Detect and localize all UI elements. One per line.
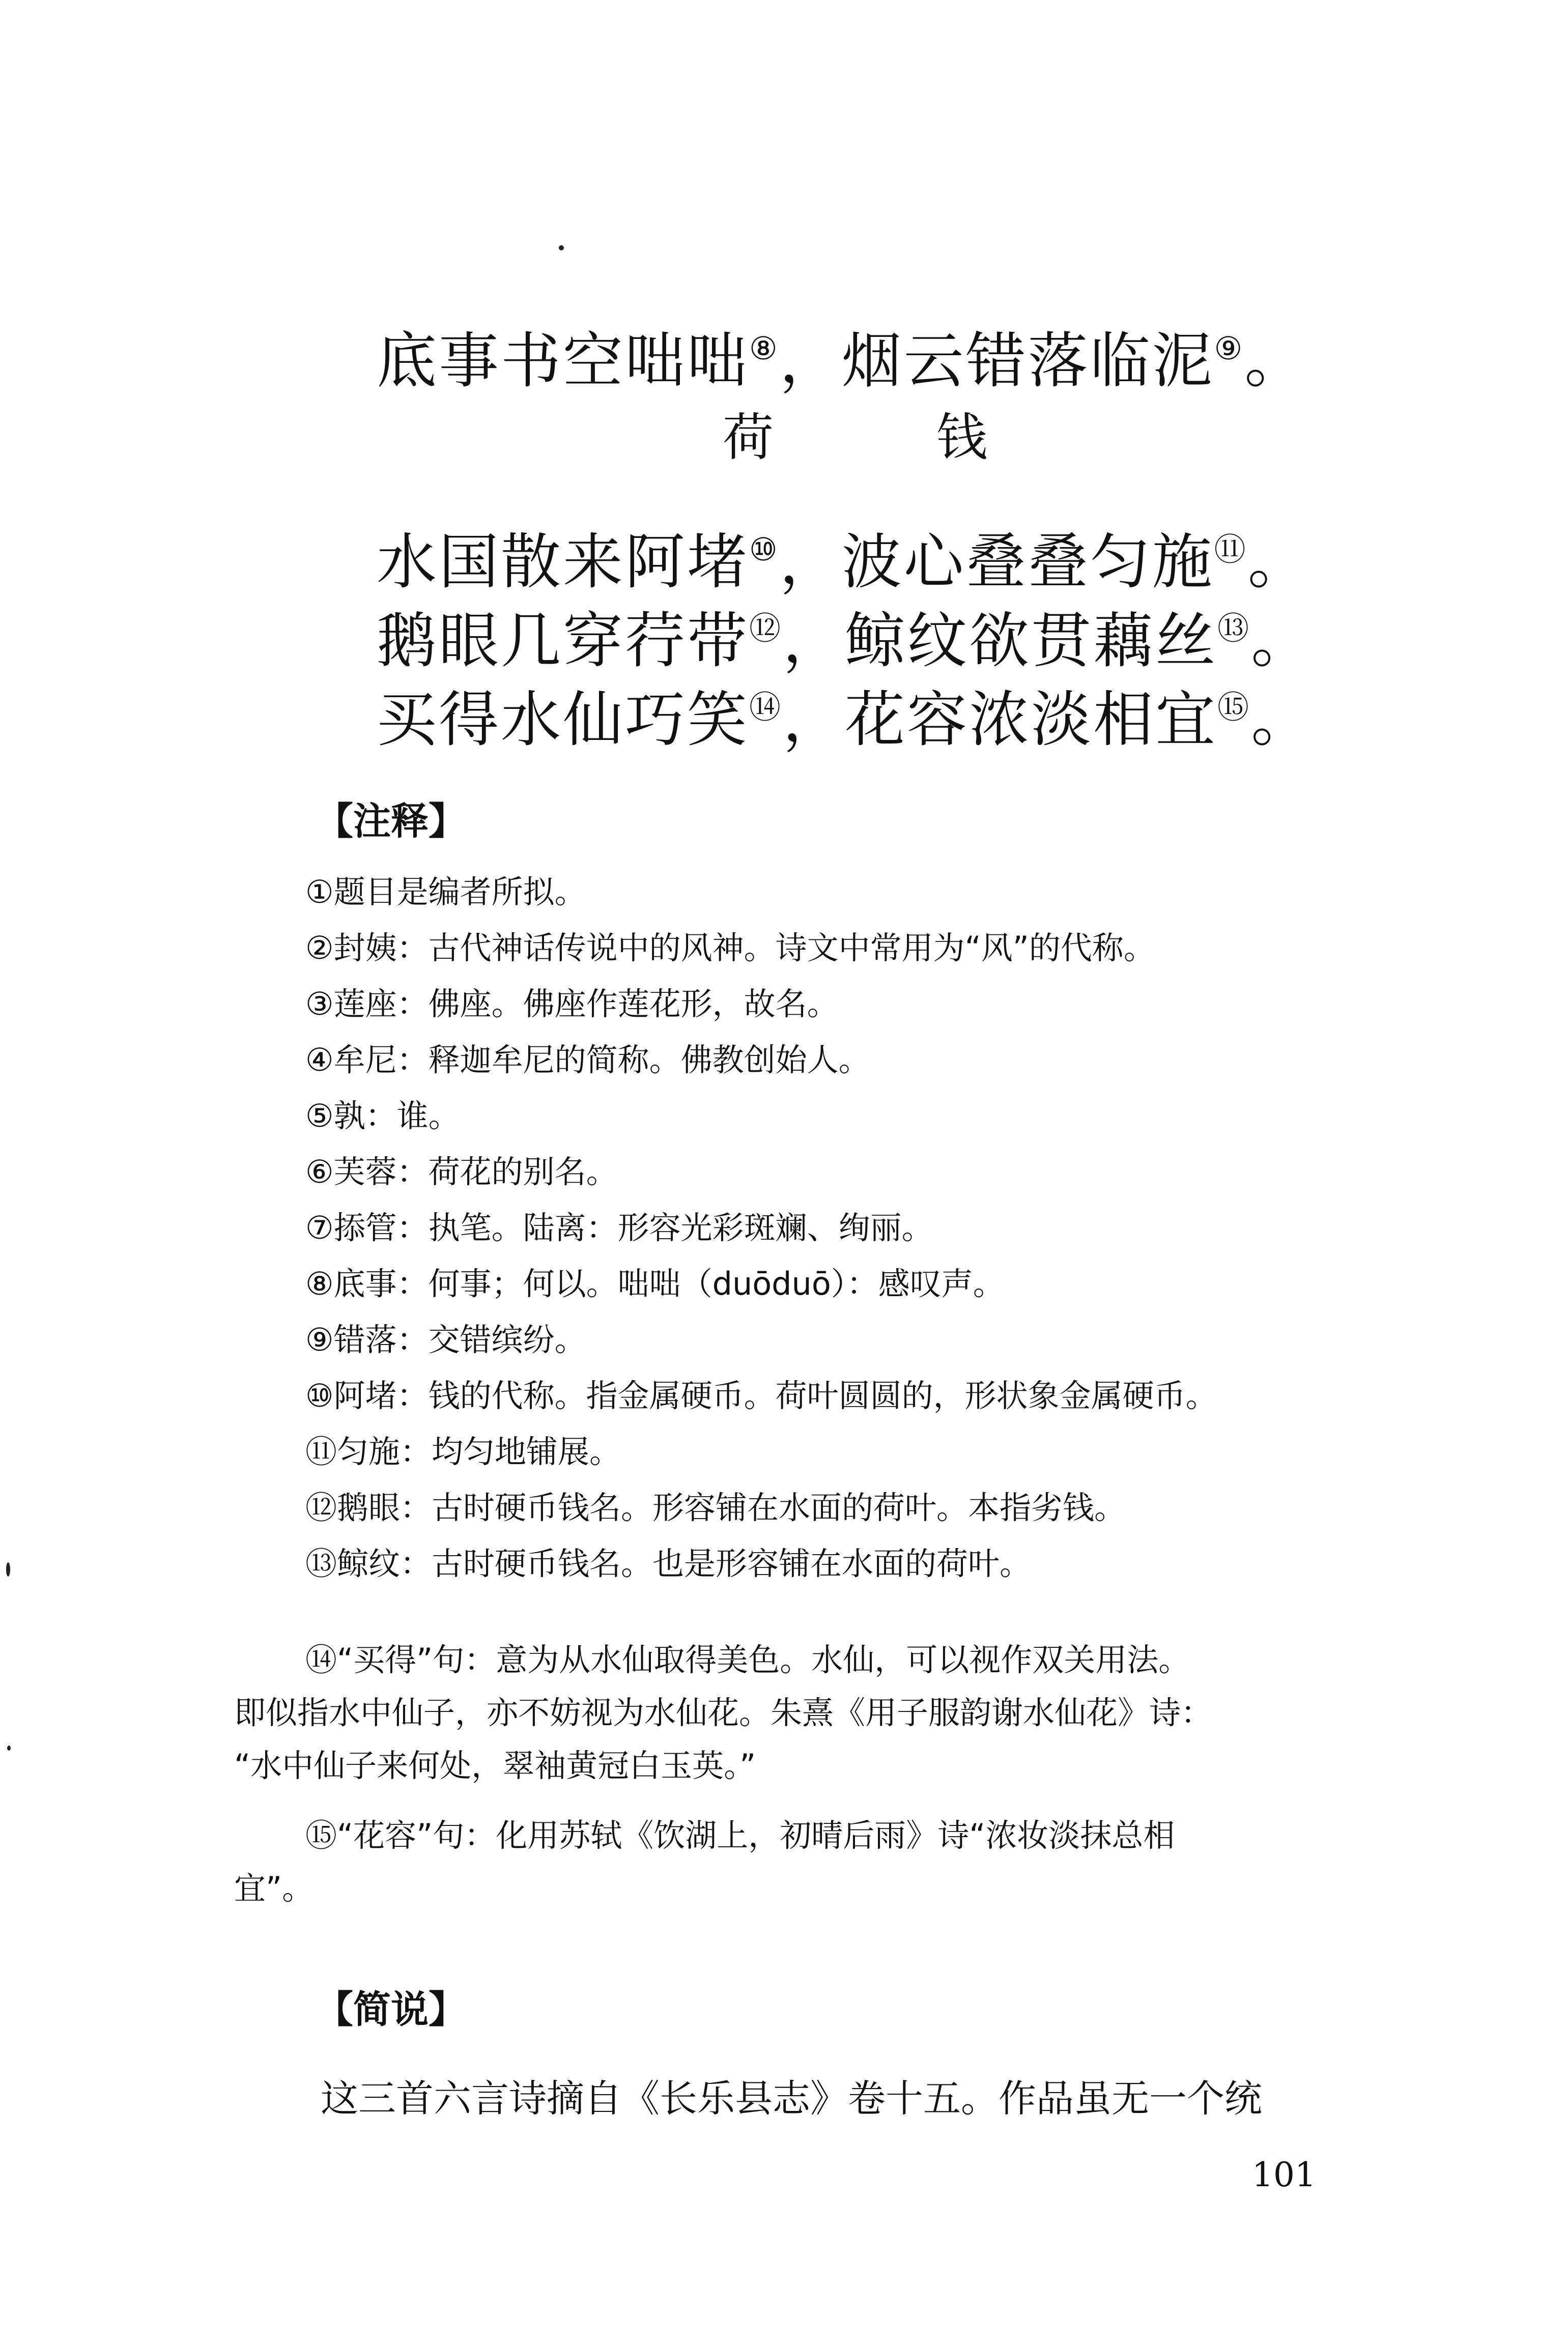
notes-list (305, 873, 1425, 1600)
note-14-paragraph (234, 1634, 1405, 1792)
summary-heading: 【简说】 (316, 1988, 466, 2032)
note-item: ⑥芙蓉：荷花的别名。 (305, 1153, 618, 1190)
poem-punct: 。 (1251, 684, 1314, 755)
note-line: 宜”。 (234, 1870, 314, 1907)
notes-heading: 【注释】 (316, 799, 466, 843)
note-item: ⑧底事：何事；何以。咄咄（duōduō）：感叹声。 (305, 1265, 1005, 1302)
note-line: ⑭“买得”句：意为从水仙取得美色。水仙，可以视作双关用法。 (305, 1641, 1190, 1678)
poem-line-top (377, 313, 1344, 396)
note-15-paragraph (234, 1809, 1405, 1915)
poem-text: 鹅眼几穿荇带 (377, 606, 750, 676)
poem-title-char: 荷 (723, 408, 774, 467)
note-item: ⑤孰：谁。 (305, 1097, 460, 1134)
poem-punct: 。 (1247, 527, 1310, 597)
note-line: 即似指水中仙子，亦不妨视为水仙花。朱熹《用子服韵谢水仙花》诗： (234, 1694, 1213, 1731)
note-item: ①题目是编者所拟。 (305, 873, 586, 910)
poem-punct: 。 (1251, 606, 1314, 676)
summary-text: 这三首六言诗摘自《长乐县志》卷十五。作品虽无一个统 (321, 2077, 1262, 2121)
poem-line (377, 514, 1344, 597)
scan-speck (6, 1562, 10, 1577)
note-line: ⑮“花容”句：化用苏轼《饮湖上，初晴后雨》诗“浓妆淡抹总相 (305, 1817, 1175, 1854)
poem-text: ，鲸纹欲贯藕丝 (783, 606, 1218, 676)
poem-line (377, 593, 1344, 676)
scan-speck (559, 245, 564, 250)
note-item: ⑩阿堵：钱的代称。指金属硬币。荷叶圆圆的，形状象金属硬币。 (305, 1377, 1217, 1414)
poem-title-char: 钱 (936, 408, 987, 467)
footnote-mark: ⑮ (1217, 689, 1251, 726)
poem-title (723, 407, 987, 468)
footnote-mark: ⑭ (749, 689, 783, 726)
poem-line (377, 672, 1344, 755)
note-item: ③莲座：佛座。佛座作莲花形，故名。 (305, 985, 839, 1022)
note-item: ⑬鲸纹：古时硬币钱名。也是形容铺在水面的荷叶。 (305, 1545, 1032, 1582)
note-item: ④牟尼：释迦牟尼的简称。佛教创始人。 (305, 1041, 870, 1078)
footnote-mark: ⑪ (1214, 531, 1248, 568)
footnote-mark: ⑬ (1217, 610, 1251, 647)
footnote-mark: ⑫ (749, 610, 783, 647)
note-item: ⑫鹅眼：古时硬币钱名。形容铺在水面的荷叶。本指劣钱。 (305, 1489, 1126, 1526)
note-line: “水中仙子来何处，翠袖黄冠白玉英。” (234, 1747, 756, 1784)
footnote-mark: ⑧ (749, 330, 780, 367)
note-item: ②封姨：古代神话传说中的风神。诗文中常用为“风”的代称。 (305, 929, 1155, 966)
poem-text: 水国散来阿堵 (377, 527, 750, 597)
footnote-mark: ⑩ (749, 531, 780, 568)
footnote-mark: ⑨ (1214, 330, 1245, 367)
poem-text: 底事书空咄咄 (377, 326, 750, 396)
note-item: ⑦掭管：执笔。陆离：形容光彩斑斓、绚丽。 (305, 1209, 933, 1246)
poem-text: ，烟云错落临泥 (779, 326, 1214, 396)
note-item: ⑪匀施：均匀地铺展。 (305, 1433, 621, 1470)
poem-text: ，波心叠叠匀施 (779, 527, 1214, 597)
poem-punct: 。 (1244, 326, 1307, 396)
scan-speck (7, 1746, 11, 1751)
note-item: ⑨错落：交错缤纷。 (305, 1321, 586, 1358)
poem-text: 买得水仙巧笑 (377, 684, 750, 755)
poem-text: ，花容浓淡相宜 (783, 684, 1218, 755)
page-number: 101 (1252, 2155, 1316, 2194)
